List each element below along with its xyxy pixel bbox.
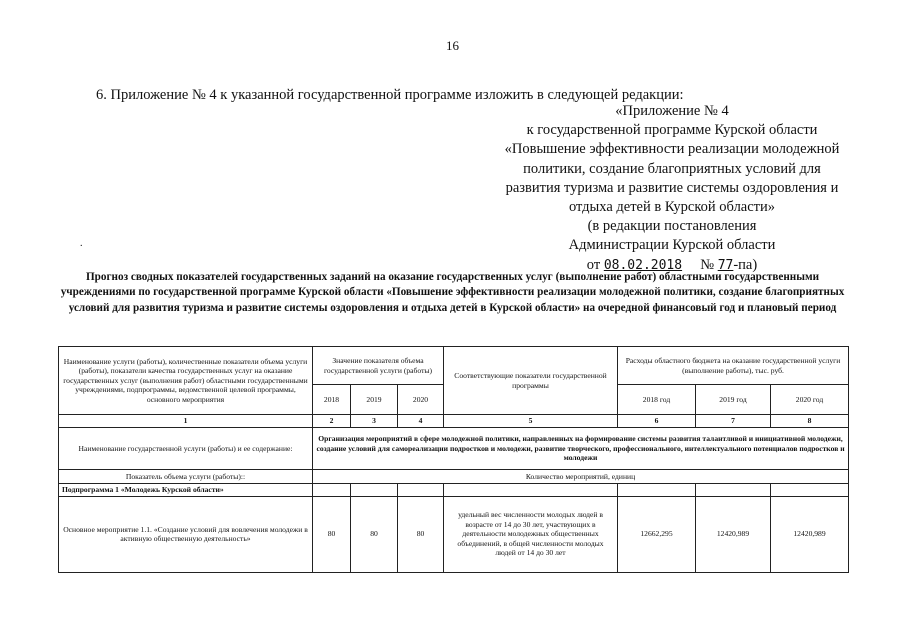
column-number: 1: [59, 415, 313, 428]
table-heading: Прогноз сводных показателей государственных заданий на оказание государственных услуг (выполнение работ) областными государственными учреждениями по государственной программе Курской области «Повышение эффективности реализации молодежной политики, создание благоприятных условий для развития туризма и развитие системы оздоровления и отдыха детей в Курской области» на очередной финансовый год и плановый период: [60, 271, 845, 314]
header-program-indicators: Соответствующие показатели государственной программы: [444, 347, 618, 415]
appendix-line: к государственной программе Курской области: [526, 122, 818, 139]
appendix-line: развития туризма и развитие системы оздоровления и: [505, 179, 839, 196]
decree-number: 77: [717, 257, 734, 273]
empty-cell: [444, 484, 618, 497]
expense-2019: 12420,989: [696, 496, 771, 572]
column-number: 8: [771, 415, 849, 428]
empty-cell: [618, 484, 696, 497]
empty-cell: [771, 484, 849, 497]
expense-2020: 12420,989: [771, 496, 849, 572]
volume-2020: 80: [398, 496, 444, 572]
expense-2018: 12662,295: [618, 496, 696, 572]
margin-mark: .: [80, 238, 83, 249]
number-suffix: -па): [733, 256, 758, 273]
volume-indicator-value: Количество мероприятий, единиц: [313, 470, 849, 484]
volume-2018: 80: [313, 496, 351, 572]
date-prefix: от: [586, 256, 601, 273]
empty-cell: [696, 484, 771, 497]
table-row: [59, 496, 849, 572]
appendix-line: «Повышение эффективности реализации молодежной: [504, 141, 840, 158]
header-expense-year: 2019 год: [696, 385, 771, 415]
appendix-line: отдыха детей в Курской области»: [568, 199, 776, 216]
forecast-table: [58, 346, 849, 573]
appendix-line: (в редакции постановления: [587, 218, 757, 235]
column-number: 3: [351, 415, 398, 428]
service-description: Организация мероприятий в сфере молодежной политики, направленных на формирование системы развития талантливой и инициативной молодежи, создание условий для самореализации подростков и молодежи, развитие творческого, профессионального, интеллектуального потенциалов подростков и молодежи: [313, 428, 849, 470]
volume-indicator-label: Показатель объема услуги (работы)::: [59, 470, 313, 484]
empty-cell: [313, 484, 351, 497]
header-expense-year: 2018 год: [618, 385, 696, 415]
column-number: 4: [398, 415, 444, 428]
header-service-name: Наименование услуги (работы), количественные показатели объема услуги (работы), показатели качества государственных услуг на оказание государственных услуг (выполнения работ) областными государственными учреждениями, подпрограммы, ведомственной целевой программы, основного мероприятия: [59, 347, 313, 415]
number-prefix: №: [700, 256, 715, 273]
appendix-header-block: [478, 102, 866, 275]
appendix-line: Администрации Курской области: [568, 237, 776, 254]
measure-name: Основное мероприятие 1.1. «Создание условий для вовлечения молодежи в активную общественную деятельность»: [59, 496, 313, 572]
program-indicator: удельный вес численности молодых людей в возрасте от 14 до 30 лет, участвующих в деятельности молодежных общественных объединений, в общей численности молодых людей от 14 до 30 лет: [444, 496, 618, 572]
header-volume-group: Значение показателя объема государственной услуги (работы): [313, 347, 444, 385]
header-expense-group: Расходы областного бюджета на оказание государственной услуги (выполнение работы), тыс. руб.: [618, 347, 849, 385]
subprogram-title: Подпрограмма 1 «Молодежь Курской области»: [59, 484, 313, 497]
empty-cell: [398, 484, 444, 497]
intro-paragraph: 6. Приложение № 4 к указанной государственной программе изложить в следующей редакции:: [96, 87, 684, 103]
header-year: 2018: [313, 385, 351, 415]
column-number: 7: [696, 415, 771, 428]
column-number: 2: [313, 415, 351, 428]
decree-date: 08.02.2018: [603, 257, 683, 273]
header-year: 2020: [398, 385, 444, 415]
appendix-line: политики, создание благоприятных условий для: [523, 160, 821, 177]
header-expense-year: 2020 год: [771, 385, 849, 415]
header-year: 2019: [351, 385, 398, 415]
column-number: 5: [444, 415, 618, 428]
volume-2019: 80: [351, 496, 398, 572]
appendix-line: «Приложение № 4: [615, 103, 729, 119]
empty-cell: [351, 484, 398, 497]
page-number: 16: [446, 38, 459, 53]
column-number: 6: [618, 415, 696, 428]
service-label: Наименование государственной услуги (работы) и ее содержание:: [59, 428, 313, 470]
